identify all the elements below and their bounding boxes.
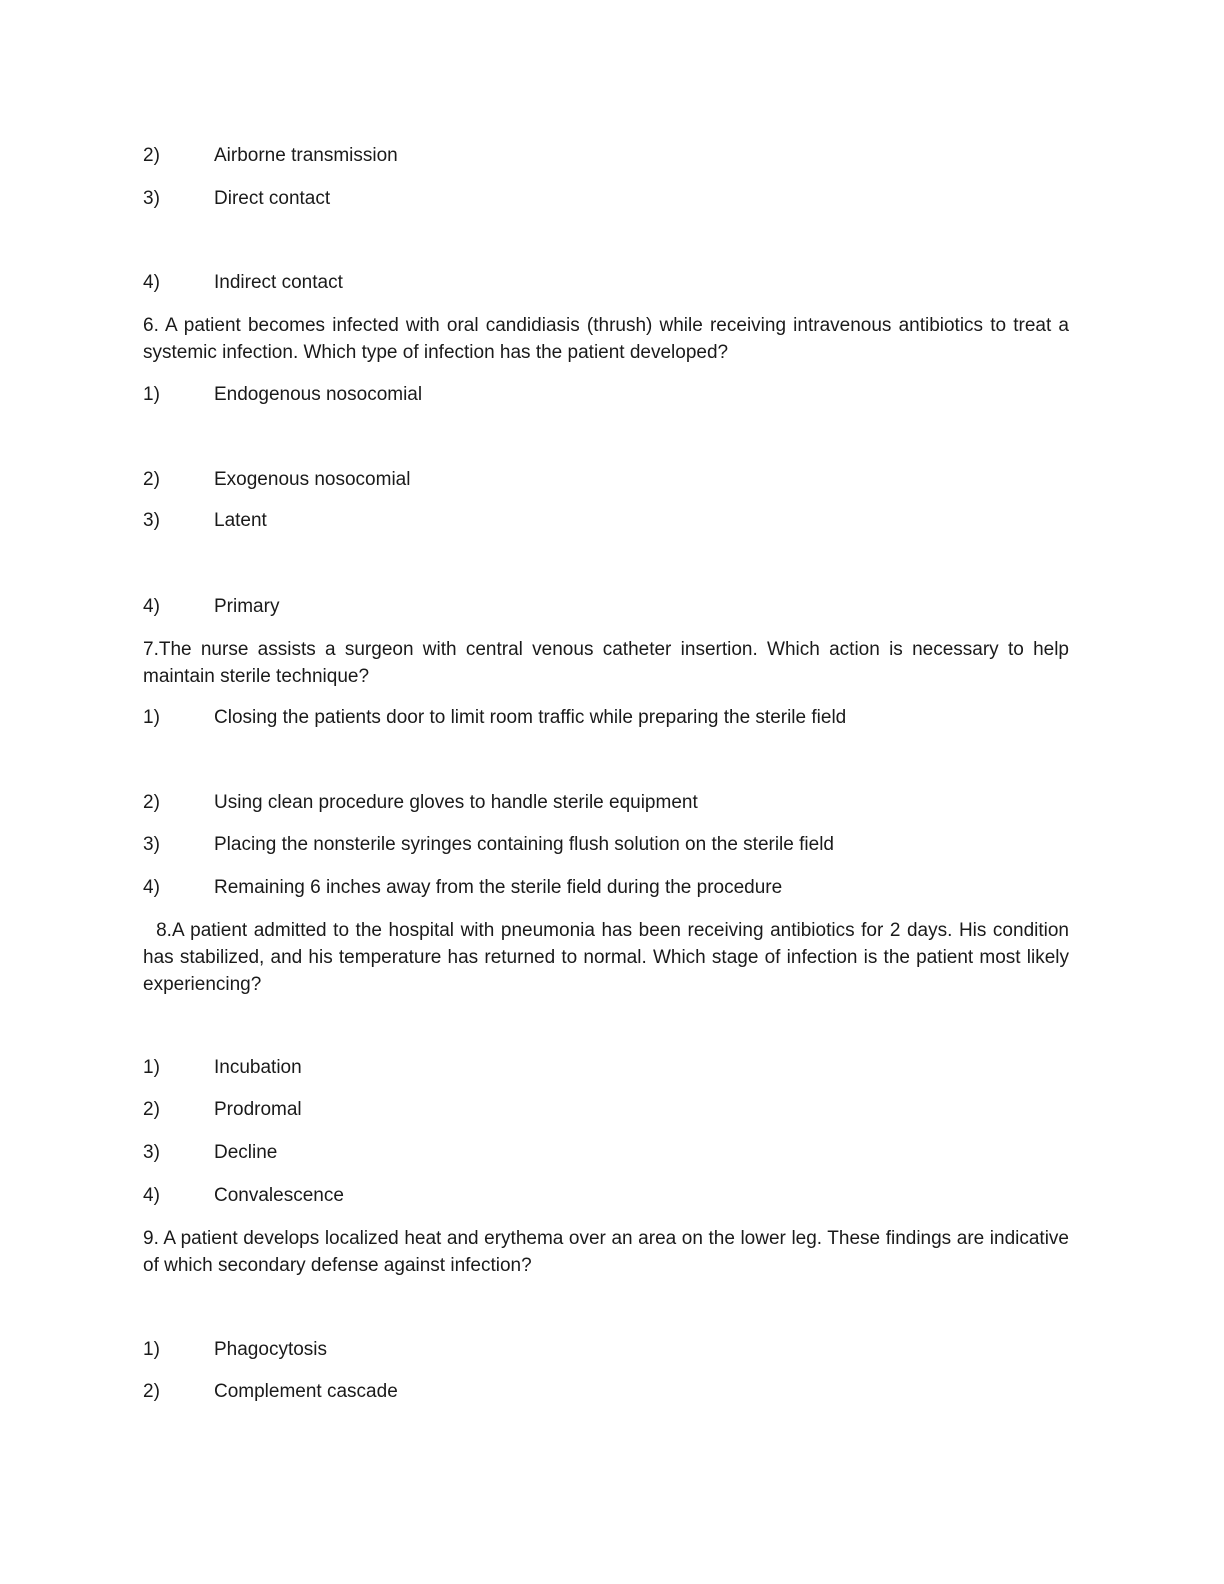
option-text: Using clean procedure gloves to handle sterile equipment — [214, 792, 698, 813]
option-text: Primary — [214, 596, 280, 617]
option-line — [143, 790, 698, 816]
option-number: 1) — [143, 384, 160, 405]
option-line — [143, 143, 398, 169]
question-9: 9. A patient develops localized heat and erythema over an area on the lower leg. These findings are indicative of which secondary defense against infection? — [143, 1228, 1069, 1276]
option-line — [143, 832, 834, 858]
option-line — [143, 467, 410, 493]
option-text: Airborne transmission — [214, 145, 398, 166]
option-number: 1) — [143, 1339, 160, 1360]
option-text: Decline — [214, 1142, 278, 1163]
option-text: Exogenous nosocomial — [214, 469, 411, 490]
option-text: Indirect contact — [214, 272, 343, 293]
option-line — [143, 594, 279, 620]
option-number: 2) — [143, 792, 160, 813]
option-text: Endogenous nosocomial — [214, 384, 423, 405]
question-7: 7.The nurse assists a surgeon with central venous catheter insertion. Which action is necessary to help maintain sterile technique? — [143, 639, 1069, 687]
option-line — [143, 1183, 344, 1209]
option-number: 4) — [143, 272, 160, 293]
option-number: 1) — [143, 1057, 160, 1078]
option-number: 2) — [143, 469, 160, 490]
option-text: Latent — [214, 510, 267, 531]
option-line — [143, 270, 343, 296]
option-text: Prodromal — [214, 1099, 302, 1120]
option-text: Incubation — [214, 1057, 302, 1078]
option-text: Phagocytosis — [214, 1339, 328, 1360]
option-number: 4) — [143, 877, 160, 898]
option-line — [143, 186, 330, 212]
option-number: 3) — [143, 1142, 160, 1163]
option-line — [143, 382, 422, 408]
option-line — [143, 508, 267, 534]
option-line — [143, 705, 846, 731]
option-number: 4) — [143, 1185, 160, 1206]
option-number: 1) — [143, 707, 160, 728]
option-number: 3) — [143, 188, 160, 209]
option-number: 3) — [143, 510, 160, 531]
question-6: 6. A patient becomes infected with oral candidiasis (thrush) while receiving intravenous antibiotics to treat a systemic infection. Which type of infection has the patient developed? — [143, 315, 1069, 363]
option-line — [143, 1140, 277, 1166]
option-number: 3) — [143, 834, 160, 855]
option-text: Complement cascade — [214, 1381, 398, 1402]
option-number: 4) — [143, 596, 160, 617]
option-text: Remaining 6 inches away from the sterile field during the procedure — [214, 877, 783, 898]
option-line — [143, 1055, 302, 1081]
option-line — [143, 875, 782, 901]
option-text: Convalescence — [214, 1185, 344, 1206]
option-number: 2) — [143, 145, 160, 166]
option-line — [143, 1097, 302, 1123]
question-8: 8.A patient admitted to the hospital with pneumonia has been receiving antibiotics for 2 days. His condition has stabilized, and his temperature has returned to normal. Which stage of infection is the patient most likely experiencing? — [143, 920, 1075, 995]
option-text: Direct contact — [214, 188, 331, 209]
option-line — [143, 1337, 327, 1363]
option-number: 2) — [143, 1099, 160, 1120]
option-text: Closing the patients door to limit room traffic while preparing the sterile field — [214, 707, 847, 728]
option-line — [143, 1379, 398, 1405]
option-text: Placing the nonsterile syringes containing flush solution on the sterile field — [214, 834, 834, 855]
option-number: 2) — [143, 1381, 160, 1402]
